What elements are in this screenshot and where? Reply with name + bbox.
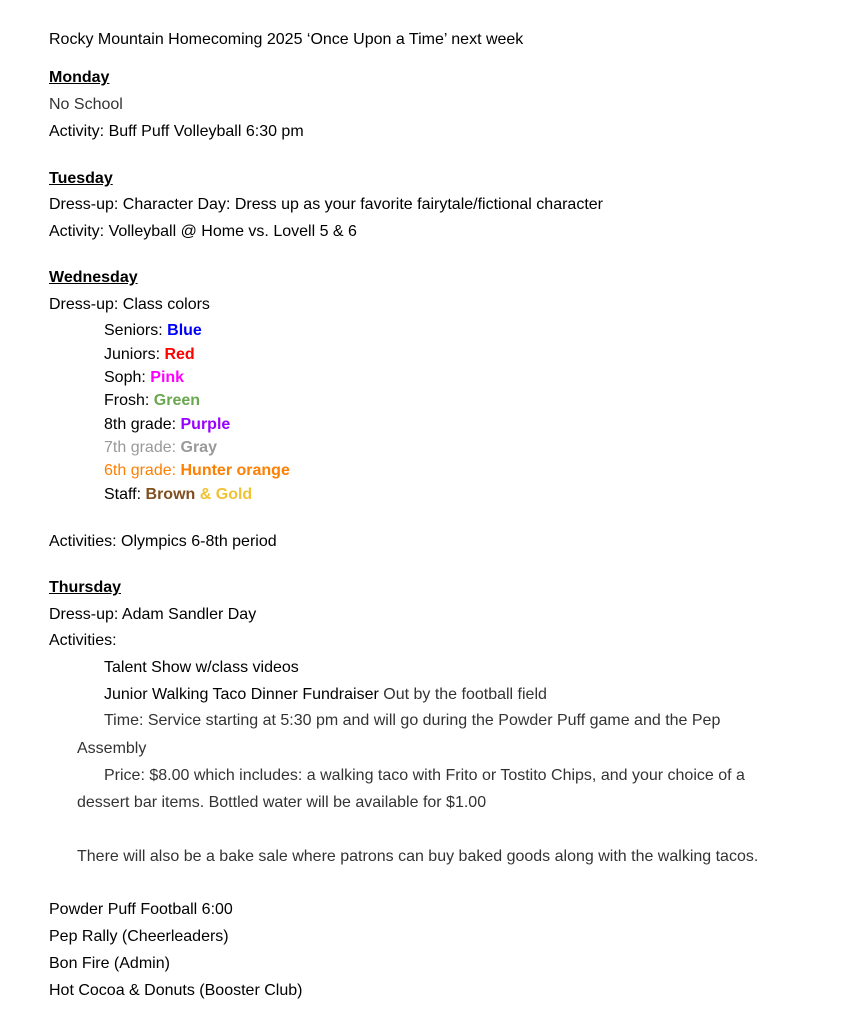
bake-sale-note: There will also be a bake sale where patrons can buy baked goods along with the walking tacos.	[77, 848, 759, 865]
staff-label: Staff:	[104, 486, 146, 503]
class-color-row	[104, 461, 290, 481]
class-color-name: Blue	[167, 322, 202, 339]
event-item: Powder Puff Football 6:00	[49, 901, 233, 918]
fundraiser-location: Out by the football field	[378, 686, 547, 703]
fundraiser-name: Junior Walking Taco Dinner Fundraiser	[104, 686, 379, 703]
class-color-name: Pink	[150, 369, 185, 386]
class-label: 7th grade:	[104, 439, 181, 456]
document-title: Rocky Mountain Homecoming 2025 ‘Once Upon a Time’ next week	[49, 31, 524, 48]
thursday-heading: Thursday	[49, 579, 122, 596]
class-color-row	[104, 415, 230, 435]
class-color-name: Green	[153, 392, 201, 409]
staff-color-row	[104, 485, 252, 505]
class-color-row	[104, 368, 184, 388]
fundraiser-price-cont: dessert bar items. Bottled water will be available for $1.00	[77, 794, 487, 811]
monday-line: No School	[49, 96, 123, 113]
monday-line: Activity: Buff Puff Volleyball 6:30 pm	[49, 123, 304, 140]
class-label: 6th grade:	[104, 462, 181, 479]
monday-heading: Monday	[49, 69, 110, 86]
class-label: Frosh:	[104, 392, 154, 409]
fundraiser-time: Time: Service starting at 5:30 pm and will go during the Powder Puff game and the Pep	[104, 712, 721, 729]
staff-color-gold: & Gold	[195, 486, 253, 503]
fundraiser-time-cont: Assembly	[77, 740, 147, 757]
tuesday-line: Dress-up: Character Day: Dress up as your favorite fairytale/fictional character	[49, 196, 603, 213]
event-item: Hot Cocoa & Donuts (Booster Club)	[49, 982, 303, 999]
class-label: Soph:	[104, 369, 151, 386]
fundraiser-line	[104, 685, 547, 705]
class-color-name: Red	[164, 346, 195, 363]
wednesday-dress-up: Dress-up: Class colors	[49, 296, 210, 313]
class-color-row	[104, 438, 217, 458]
tuesday-line: Activity: Volleyball @ Home vs. Lovell 5 & 6	[49, 223, 357, 240]
class-color-name: Purple	[180, 416, 231, 433]
tuesday-heading: Tuesday	[49, 170, 113, 187]
class-color-name: Gray	[180, 439, 217, 456]
thursday-activities-label: Activities:	[49, 632, 117, 649]
event-item: Pep Rally (Cheerleaders)	[49, 928, 229, 945]
class-color-row	[104, 321, 202, 341]
class-label: 8th grade:	[104, 416, 181, 433]
class-color-row	[104, 345, 195, 365]
class-label: Juniors:	[104, 346, 165, 363]
wednesday-heading: Wednesday	[49, 269, 138, 286]
fundraiser-price: Price: $8.00 which includes: a walking taco with Frito or Tostito Chips, and your choice of a	[104, 767, 745, 784]
class-color-name: Hunter orange	[180, 462, 290, 479]
class-color-row	[104, 391, 200, 411]
event-item: Bon Fire (Admin)	[49, 955, 170, 972]
wednesday-activities: Activities: Olympics 6-8th period	[49, 533, 277, 550]
class-label: Seniors:	[104, 322, 168, 339]
thursday-dress-up: Dress-up: Adam Sandler Day	[49, 606, 257, 623]
staff-color-brown: Brown	[145, 486, 196, 503]
talent-show-line: Talent Show w/class videos	[104, 659, 299, 676]
